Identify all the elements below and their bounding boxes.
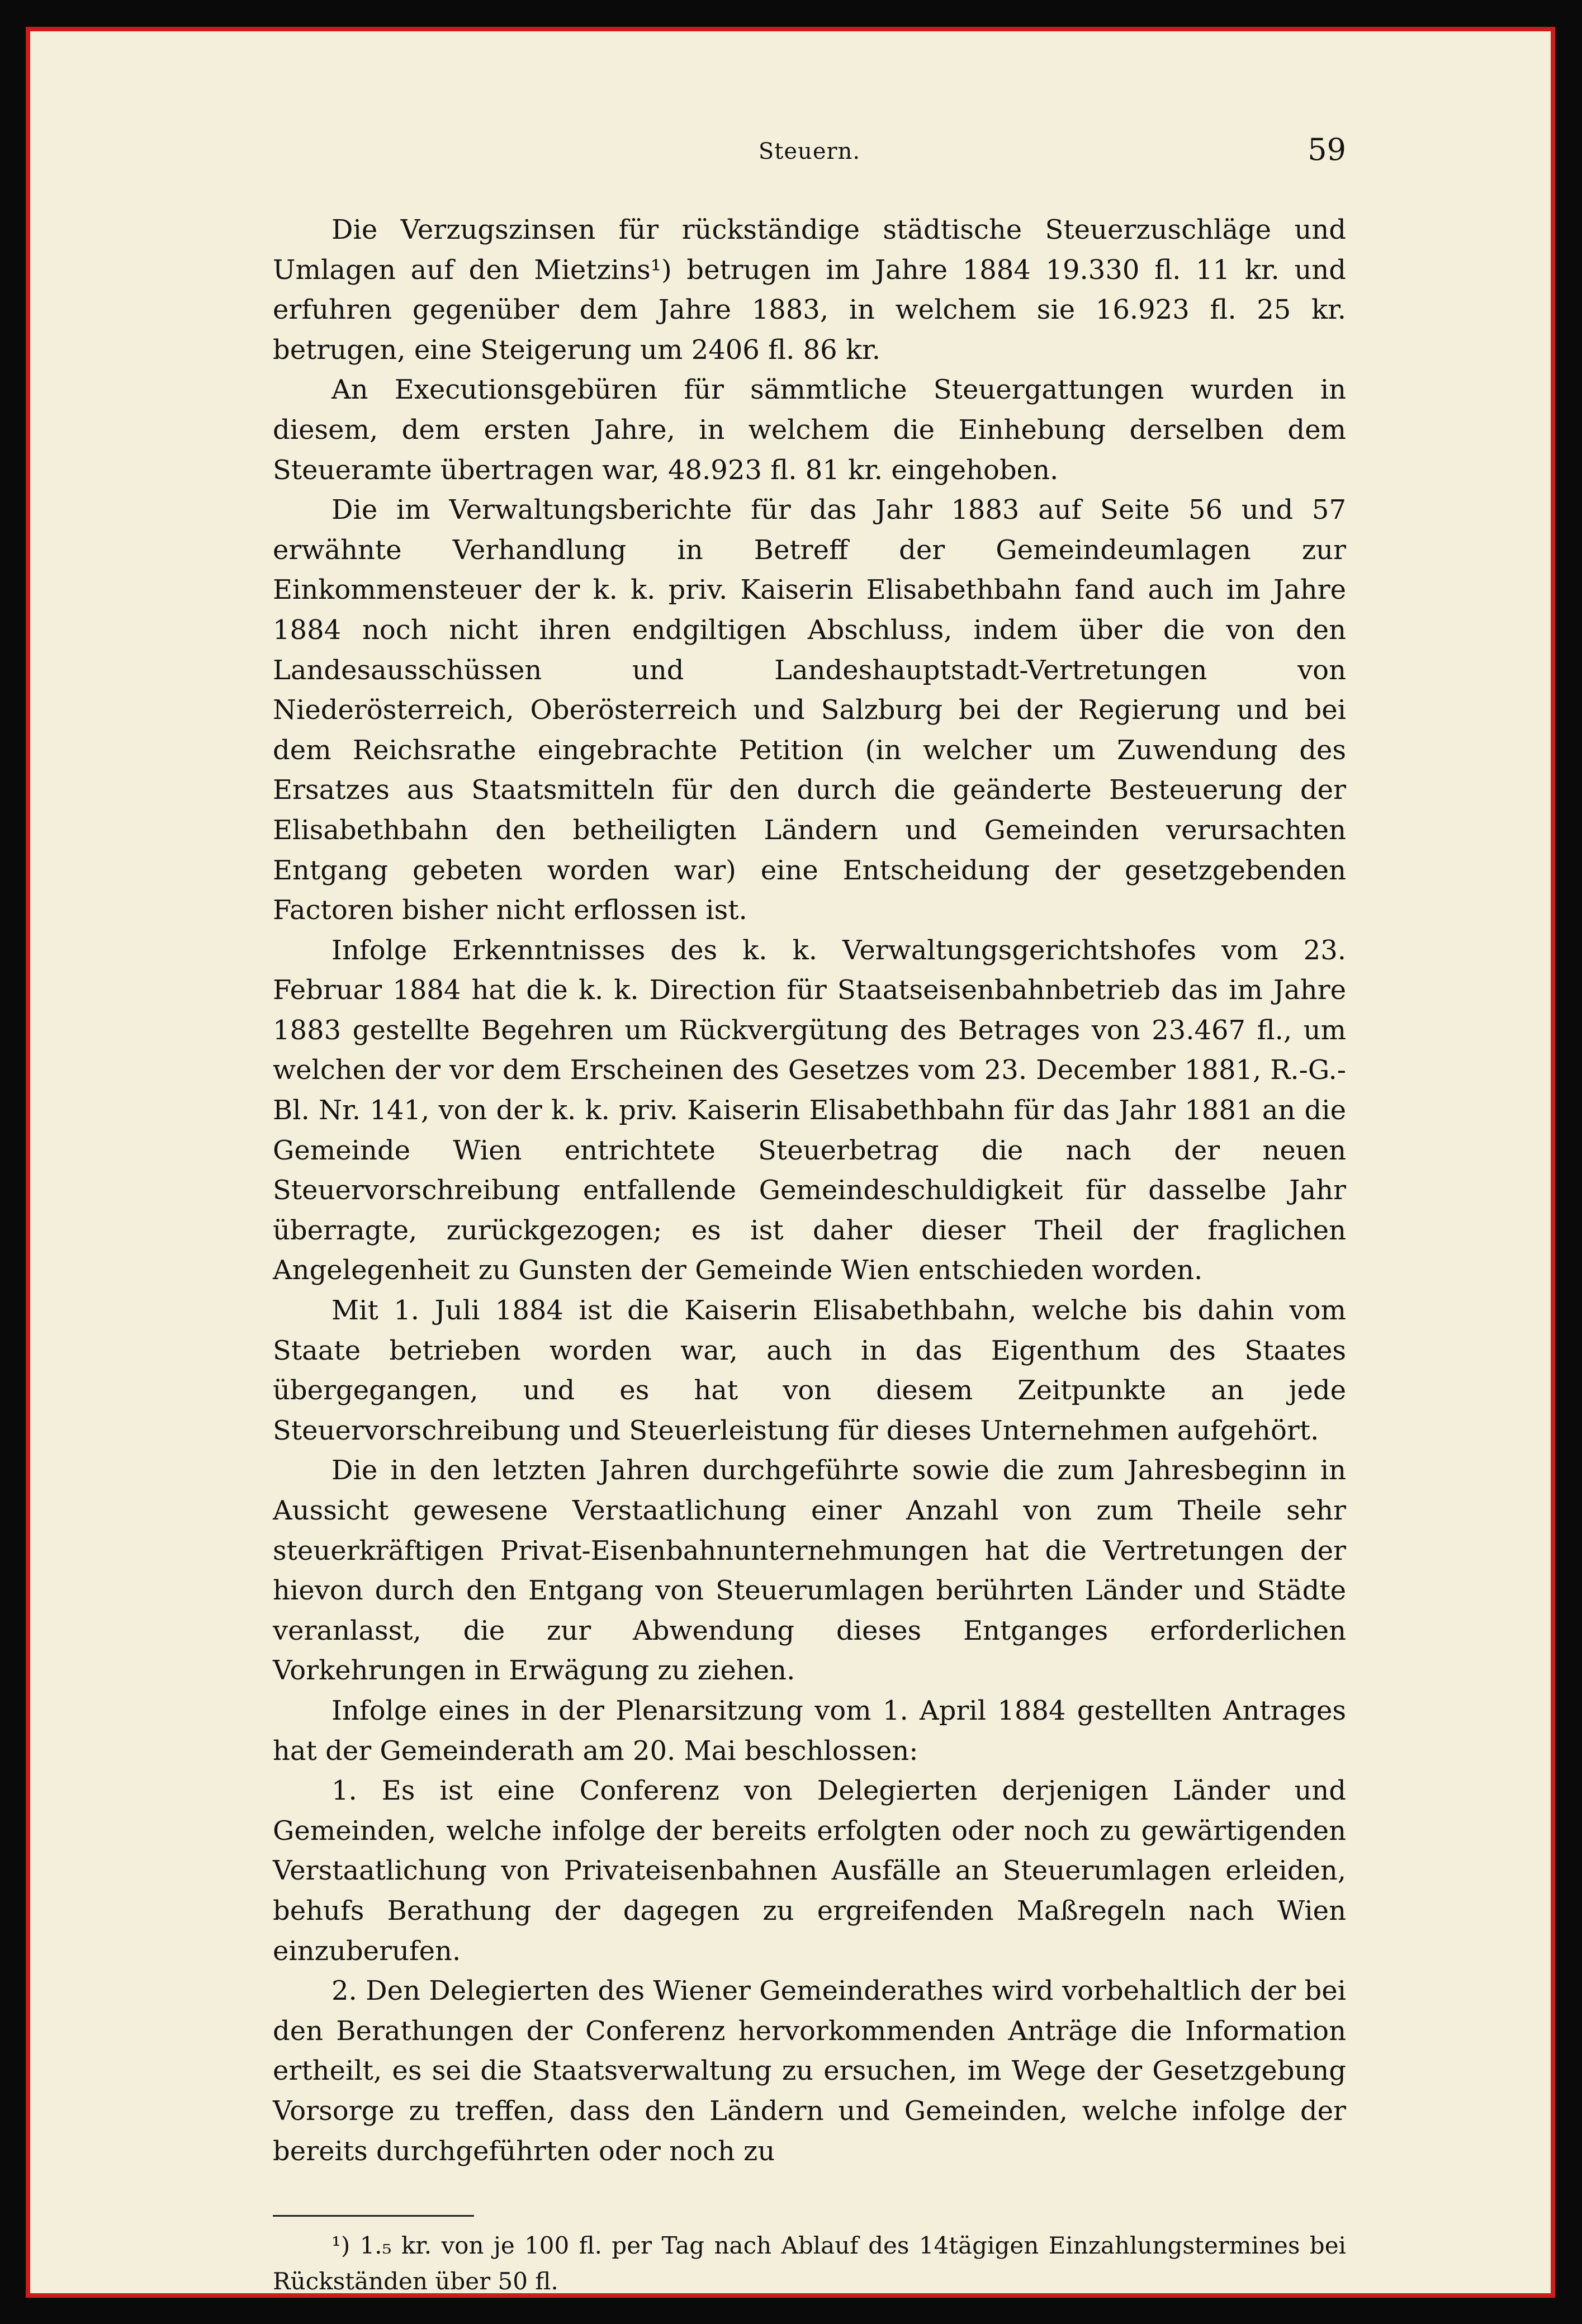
running-header [273, 132, 1346, 182]
paragraph-verwaltungsgerichtshof: Infolge Erkenntnisses des k. k. Verwaltungsgerichtshofes vom 23. Februar 1884 hat die k. k. Direction für Staatseisenbahnbetrieb das im Jahre 1883 gestellte Begehren um Rückvergütung des Betrages von 23.467 fl., um welchen der vor dem Erscheinen des Gesetzes vom 23. December 1881, R.-G.-Bl. Nr. 141, von der k. k. priv. Kaiserin Elisabethbahn für das Jahr 1881 an die Gemeinde Wien entrichtete Steuerbetrag die nach der neuen Steuervorschreibung entfallende Gemeindeschuldigkeit für dasselbe Jahr überragte, zurückgezogen; es ist daher dieser Theil der fraglichen Angelegenheit zu Gunsten der Gemeinde Wien entschieden worden. [273, 934, 1346, 1286]
page-number: 59 [1308, 132, 1346, 167]
paragraph-verstaatlichung: Die in den letzten Jahren durchgeführte sowie die zum Jahresbeginn in Aussicht gewesene Verstaatlichung einer Anzahl von zum Theile sehr steuerkräftigen Privat-Eisenbahnunternehmungen hat die Vertretungen der hievon durch den Entgang von Steuerumlagen berührten Länder und Städte veranlasst, die zur Abwendung dieses Entganges erforderlichen Vorkehrungen in Erwägung zu ziehen. [273, 1455, 1346, 1687]
paragraph-resolution-2: 2. Den Delegierten des Wiener Gemeinderathes wird vorbehaltlich der bei den Berathungen der Conferenz hervorkommenden Anträge die Information ertheilt, es sei die Staatsverwaltung zu ersuchen, im Wege der Gesetzgebung Vorsorge zu treffen, dass den Ländern und Gemeinden, welche infolge der bereits durchgeführten oder noch zu [273, 1975, 1346, 2167]
running-title: Steuern. [758, 139, 861, 164]
paragraph-verzugszinsen: Die Verzugszinsen für rückständige städtische Steuerzuschläge und Umlagen auf den Mietzins¹) betrugen im Jahre 1884 19.330 fl. 11 kr. und erfuhren gegenüber dem Jahre 1883, in welchem sie 16.923 fl. 25 kr. betrugen, eine Steigerung um 2406 fl. 86 kr. [273, 214, 1346, 366]
paragraph-plenarsitzung: Infolge eines in der Plenarsitzung vom 1. April 1884 gestellten Antrages hat der Gemeinderath am 20. Mai beschlossen: [273, 1695, 1346, 1767]
paragraph-eigenthum-staat: Mit 1. Juli 1884 ist die Kaiserin Elisabethbahn, welche bis dahin vom Staate betrieben worden war, auch in das Eigenthum des Staates übergegangen, und es hat von diesem Zeitpunkte an jede Steuervorschreibung und Steuerleistung für dieses Unternehmen aufgehört. [273, 1295, 1346, 1446]
paragraph-resolution-1: 1. Es ist eine Conferenz von Delegierten derjenigen Länder und Gemeinden, welche infolge der bereits erfolgten oder noch zu gewärtigenden Verstaatlichung von Privateisenbahnen Ausfälle an Steuerumlagen erleiden, behufs Berathung der dagegen zu ergreifenden Maßregeln nach Wien einzuberufen. [273, 1775, 1346, 1967]
page-content [273, 132, 1346, 2299]
body-text [273, 210, 1346, 2171]
paragraph-executionsgebueren: An Executionsgebüren für sämmtliche Steuergattungen wurden in diesem, dem ersten Jahre, in welchem die Einhebung derselben dem Steueramte übertragen war, 48.923 fl. 81 kr. eingehoben. [273, 374, 1346, 486]
paragraph-elisabethbahn-verhandlung: Die im Verwaltungsberichte für das Jahr 1883 auf Seite 56 und 57 erwähnte Verhandlung in Betreff der Gemeindeumlagen zur Einkommensteuer der k. k. priv. Kaiserin Elisabethbahn fand auch im Jahre 1884 noch nicht ihren endgiltigen Abschluss, indem über die von den Landesausschüssen und Landeshauptstadt-Vertretungen von Niederösterreich, Oberösterreich und Salzburg bei der Regierung und bei dem Reichsrathe eingebrachte Petition (in welcher um Zuwendung des Ersatzes aus Staatsmitteln für den durch die geänderte Besteuerung der Elisabethbahn den betheiligten Ländern und Gemeinden verursachten Entgang gebeten worden war) eine Entscheidung der gesetzgebenden Factoren bisher nicht erflossen ist. [273, 494, 1346, 926]
footnote-divider [273, 2215, 474, 2217]
footnote: ¹) 1.₅ kr. von je 100 fl. per Tag nach Ablauf des 14tägigen Einzahlungstermines bei Rückständen über 50 fl. [273, 2232, 1346, 2295]
